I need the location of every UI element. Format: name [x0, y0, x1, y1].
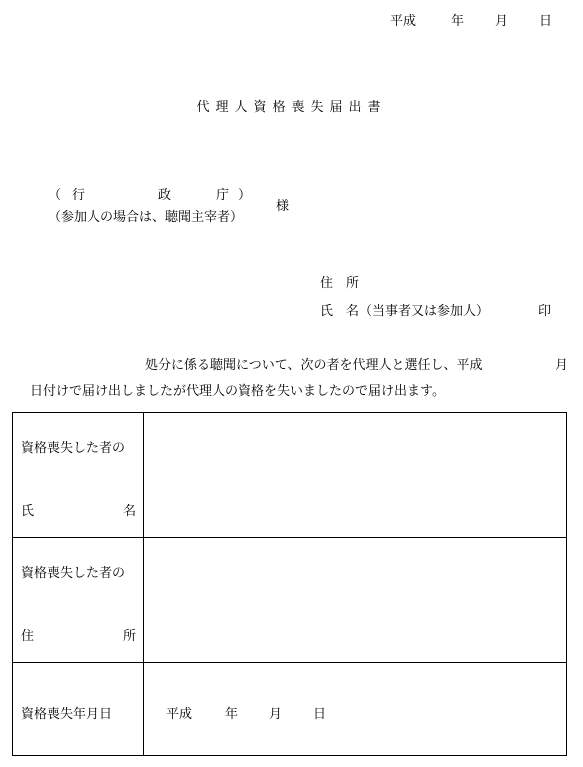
addressee-honorific: 様: [276, 199, 290, 214]
table-row-name: [13, 413, 567, 538]
header-era: 平成: [390, 14, 417, 29]
loss-date-month-unit: 月: [269, 707, 283, 722]
body-line-2: 日付けで届け出しましたが代理人の資格を失いましたので届け出ます。: [30, 384, 445, 399]
sender-address-label: 住 所: [320, 276, 360, 291]
loss-date-label-cell: [13, 663, 144, 756]
name-label-char-a: 氏: [21, 504, 35, 519]
seal-mark: 印: [538, 304, 552, 319]
loss-date-era: 平成: [166, 707, 193, 722]
addressee-close-paren: ）: [238, 188, 252, 203]
loss-date-year-unit: 年: [225, 707, 239, 722]
address-value-cell[interactable]: [144, 538, 567, 663]
header-year-unit: 年: [451, 14, 465, 29]
header-date: [0, 10, 583, 28]
body-line-1: 処分に係る聴聞について、次の者を代理人と選任し、平成: [145, 358, 483, 373]
table-row-loss-date: [13, 663, 567, 756]
address-label-top: 資格喪失した者の: [21, 566, 126, 581]
table-row-address: [13, 538, 567, 663]
name-value-cell[interactable]: [144, 413, 567, 538]
address-label-char-b: 所: [123, 629, 137, 644]
address-label-cell: [13, 538, 144, 663]
form-table: [12, 412, 567, 756]
name-label-top: 資格喪失した者の: [21, 441, 126, 456]
loss-date-value-cell[interactable]: [144, 663, 567, 756]
name-label-char-b: 名: [123, 504, 137, 519]
addressee-char-1: 行: [72, 188, 86, 203]
body-line-1-month: 月: [555, 358, 569, 373]
loss-date-day-unit: 日: [313, 707, 327, 722]
loss-date-label: 資格喪失年月日: [21, 707, 113, 722]
document-title: 代理人資格喪失届出書: [196, 100, 387, 115]
addressee-char-3: 庁: [216, 188, 230, 203]
header-day-unit: 日: [539, 14, 553, 29]
addressee-note: （参加人の場合は、聴聞主宰者）: [48, 210, 244, 225]
sender-name-label: 氏 名（当事者又は参加人）: [320, 304, 490, 319]
header-month-unit: 月: [495, 14, 509, 29]
addressee-open-paren: （: [48, 188, 62, 203]
addressee-char-2: 政: [158, 188, 172, 203]
name-label-cell: [13, 413, 144, 538]
address-label-char-a: 住: [21, 629, 35, 644]
